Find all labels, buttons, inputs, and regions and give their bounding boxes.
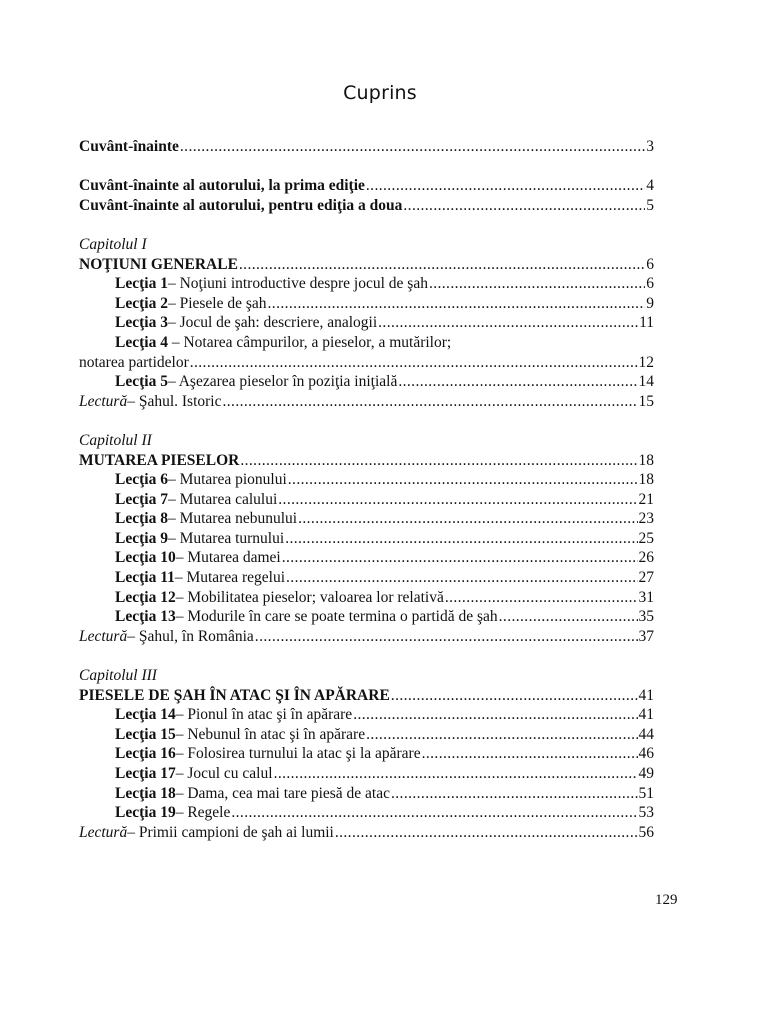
reading-title: – Primii campioni de şah ai lumii [127, 823, 334, 841]
entry-page: 26 [638, 549, 654, 567]
reading-label: Lectură [79, 392, 128, 410]
lesson-title: – Folosirea turnului la atac şi la apărare [175, 745, 421, 763]
chapter-number: Capitolul III [79, 667, 157, 685]
toc-entry-reading[interactable] [79, 627, 654, 647]
lesson-label: Lecţia 3 [115, 314, 168, 332]
entry-page: 27 [638, 569, 654, 587]
lesson-title: – Modurile în care se poate termina o partidă de şah [175, 608, 498, 626]
toc-entry-lesson[interactable] [79, 764, 654, 784]
dot-leader [378, 313, 638, 333]
dot-leader [223, 392, 638, 412]
lesson-label: Lecţia 1 [115, 275, 168, 293]
lesson-label: Lecţia 2 [115, 294, 168, 312]
dot-leader [190, 353, 638, 373]
toc-entry-lesson[interactable] [79, 490, 654, 510]
chapter-title: MUTAREA PIESELOR [79, 451, 240, 469]
toc-entry-author-foreword-2[interactable] [79, 196, 654, 216]
toc-entry-chapter[interactable] [79, 255, 654, 275]
lesson-label: Lecţia 13 [115, 608, 176, 626]
lesson-label: Lecţia 11 [115, 569, 175, 587]
lesson-title: – Mobilitatea pieselor; valoarea lor relativă [175, 588, 444, 606]
entry-title: Cuvânt-înainte [79, 138, 179, 155]
toc-entry-lesson[interactable] [79, 588, 654, 608]
lesson-title: – Notarea câmpurilor, a pieselor, a mutărilor; [167, 333, 452, 351]
toc-entry-lesson[interactable] [79, 548, 654, 568]
lesson-title: – Mutarea nebunului [167, 510, 298, 528]
page-number: 129 [655, 892, 678, 908]
entry-page: 12 [638, 353, 654, 371]
entry-page: 15 [638, 392, 654, 410]
lesson-title: – Nebunul în atac şi în apărare [175, 725, 366, 743]
dot-leader [286, 568, 637, 588]
entry-page: 35 [638, 608, 654, 626]
toc-entry-lesson[interactable] [79, 313, 654, 333]
dot-leader [445, 588, 638, 608]
entry-title: Cuvânt-înainte al autorului, pentru ediţia a doua [79, 196, 403, 214]
lesson-label: Lecţia 7 [115, 490, 168, 508]
toc-entry-lesson[interactable] [79, 803, 654, 823]
lesson-title: – Jocul cu calul [175, 765, 273, 782]
toc-entry-lesson[interactable] [79, 607, 654, 627]
entry-page: 18 [638, 471, 654, 489]
entry-page: 21 [638, 490, 654, 508]
toc-entry-lesson[interactable] [79, 784, 654, 804]
dot-leader [366, 725, 637, 745]
entry-page: 25 [638, 529, 654, 547]
entry-page: 18 [638, 451, 654, 469]
reading-title: – Şahul, în România [127, 627, 254, 645]
dot-leader [239, 255, 645, 275]
lesson-label: Lecţia 16 [115, 745, 176, 763]
dot-leader [298, 509, 637, 529]
toc-entry-lesson-continuation[interactable] [79, 353, 654, 373]
entry-page: 56 [638, 823, 654, 841]
toc-entry-lesson[interactable] [79, 529, 654, 549]
entry-page: 51 [638, 784, 654, 802]
lesson-title: – Piesele de şah [167, 294, 267, 312]
dot-leader [429, 274, 645, 294]
lesson-label: Lecţia 4 [115, 333, 168, 351]
lesson-label: Lecţia 10 [115, 549, 176, 567]
entry-page: 6 [646, 255, 654, 273]
dot-leader [403, 196, 645, 216]
toc-entry-lesson[interactable] [79, 470, 654, 490]
lesson-label: Lecţia 19 [115, 804, 176, 822]
entry-page: 41 [638, 706, 654, 724]
chapter-title: NOŢIUNI GENERALE [79, 255, 238, 273]
entry-page: 14 [638, 373, 654, 391]
entry-page: 9 [646, 294, 654, 312]
toc-entry-lesson[interactable] [79, 705, 654, 725]
lesson-label: Lecţia 12 [115, 588, 176, 606]
toc-entry-chapter[interactable] [79, 686, 654, 706]
entry-page: 44 [638, 725, 654, 743]
dot-leader [288, 470, 638, 490]
reading-label: Lectură [79, 627, 128, 645]
dot-leader [268, 294, 646, 314]
lesson-title: – Mutarea damei [175, 549, 281, 567]
lesson-title: – Mutarea calului [167, 490, 278, 508]
dot-leader [282, 548, 638, 568]
entry-page: 5 [646, 196, 654, 214]
dot-leader [391, 686, 638, 706]
lesson-title: – Mutarea pionului [167, 471, 287, 489]
entry-page: 41 [638, 686, 654, 704]
dot-leader [398, 372, 637, 392]
toc-entry-lesson-first-line[interactable] [79, 333, 654, 353]
dot-leader [231, 803, 637, 823]
dot-leader [391, 784, 638, 804]
lesson-label: Lecţia 5 [115, 373, 168, 391]
dot-leader [285, 529, 637, 549]
chapter-number: Capitolul II [79, 431, 152, 449]
table-of-contents [79, 137, 654, 842]
entry-page: 46 [638, 745, 654, 763]
lesson-label: Lecţia 14 [115, 706, 176, 724]
lesson-title: – Dama, cea mai tare piesă de atac [175, 784, 390, 802]
lesson-label: Lecţia 8 [115, 510, 168, 528]
lesson-title: – Noţiuni introductive despre jocul de şah [167, 275, 428, 293]
toc-entry-author-foreword-1[interactable] [79, 176, 654, 196]
dot-leader [240, 451, 637, 471]
entry-page: 37 [638, 627, 654, 645]
lesson-title: – Jocul de şah: descriere, analogii [167, 314, 378, 332]
lesson-label: Lecţia 15 [115, 725, 176, 743]
dot-leader [255, 627, 638, 647]
toc-entry-foreword[interactable] [79, 137, 654, 157]
lesson-title: – Regele [175, 804, 231, 822]
lesson-label: Lecţia 9 [115, 529, 168, 547]
toc-entry-lesson[interactable] [79, 568, 654, 588]
lesson-title: – Mutarea regelui [174, 569, 286, 587]
entry-page: 23 [638, 510, 654, 528]
entry-page: 6 [646, 275, 654, 293]
toc-entry-chapter[interactable] [79, 451, 654, 471]
entry-page: 31 [638, 588, 654, 606]
page-title: Cuprins [343, 82, 417, 104]
chapter-title: PIESELE DE ŞAH ÎN ATAC ŞI ÎN APĂRARE [79, 686, 390, 704]
toc-entry-lesson[interactable] [79, 509, 654, 529]
entry-page: 49 [638, 765, 654, 782]
toc-entry-lesson[interactable] [79, 294, 654, 314]
entry-page: 11 [639, 314, 654, 332]
dot-leader [180, 137, 645, 157]
dot-leader [278, 490, 637, 510]
lesson-title-continuation: notarea partidelor [79, 353, 189, 371]
toc-entry-reading[interactable] [79, 823, 654, 843]
lesson-label: Lecţia 18 [115, 784, 176, 802]
lesson-title: – Mutarea turnului [167, 529, 285, 547]
toc-entry-lesson[interactable] [79, 274, 654, 294]
reading-label: Lectură [79, 823, 128, 841]
dot-leader [499, 607, 638, 627]
entry-page: 3 [646, 138, 654, 155]
entry-page: 4 [646, 177, 654, 195]
toc-entry-lesson[interactable] [79, 725, 654, 745]
lesson-title: – Aşezarea pieselor în poziţia iniţială [167, 373, 398, 391]
lesson-label: Lecţia 6 [115, 471, 168, 489]
dot-leader [353, 705, 637, 725]
toc-entry-lesson[interactable] [79, 744, 654, 764]
entry-page: 53 [638, 804, 654, 822]
dot-leader [335, 823, 638, 843]
lesson-title: – Pionul în atac şi în apărare [175, 706, 353, 724]
dot-leader [422, 744, 638, 764]
dot-leader [274, 764, 638, 784]
toc-entry-reading[interactable] [79, 392, 654, 412]
reading-title: – Şahul. Istoric [127, 392, 222, 410]
entry-title: Cuvânt-înainte al autorului, la prima ediţie [79, 177, 365, 195]
lesson-label: Lecţia 17 [115, 765, 176, 782]
chapter-number: Capitolul I [79, 235, 147, 253]
toc-entry-lesson[interactable] [79, 372, 654, 392]
dot-leader [366, 176, 645, 196]
